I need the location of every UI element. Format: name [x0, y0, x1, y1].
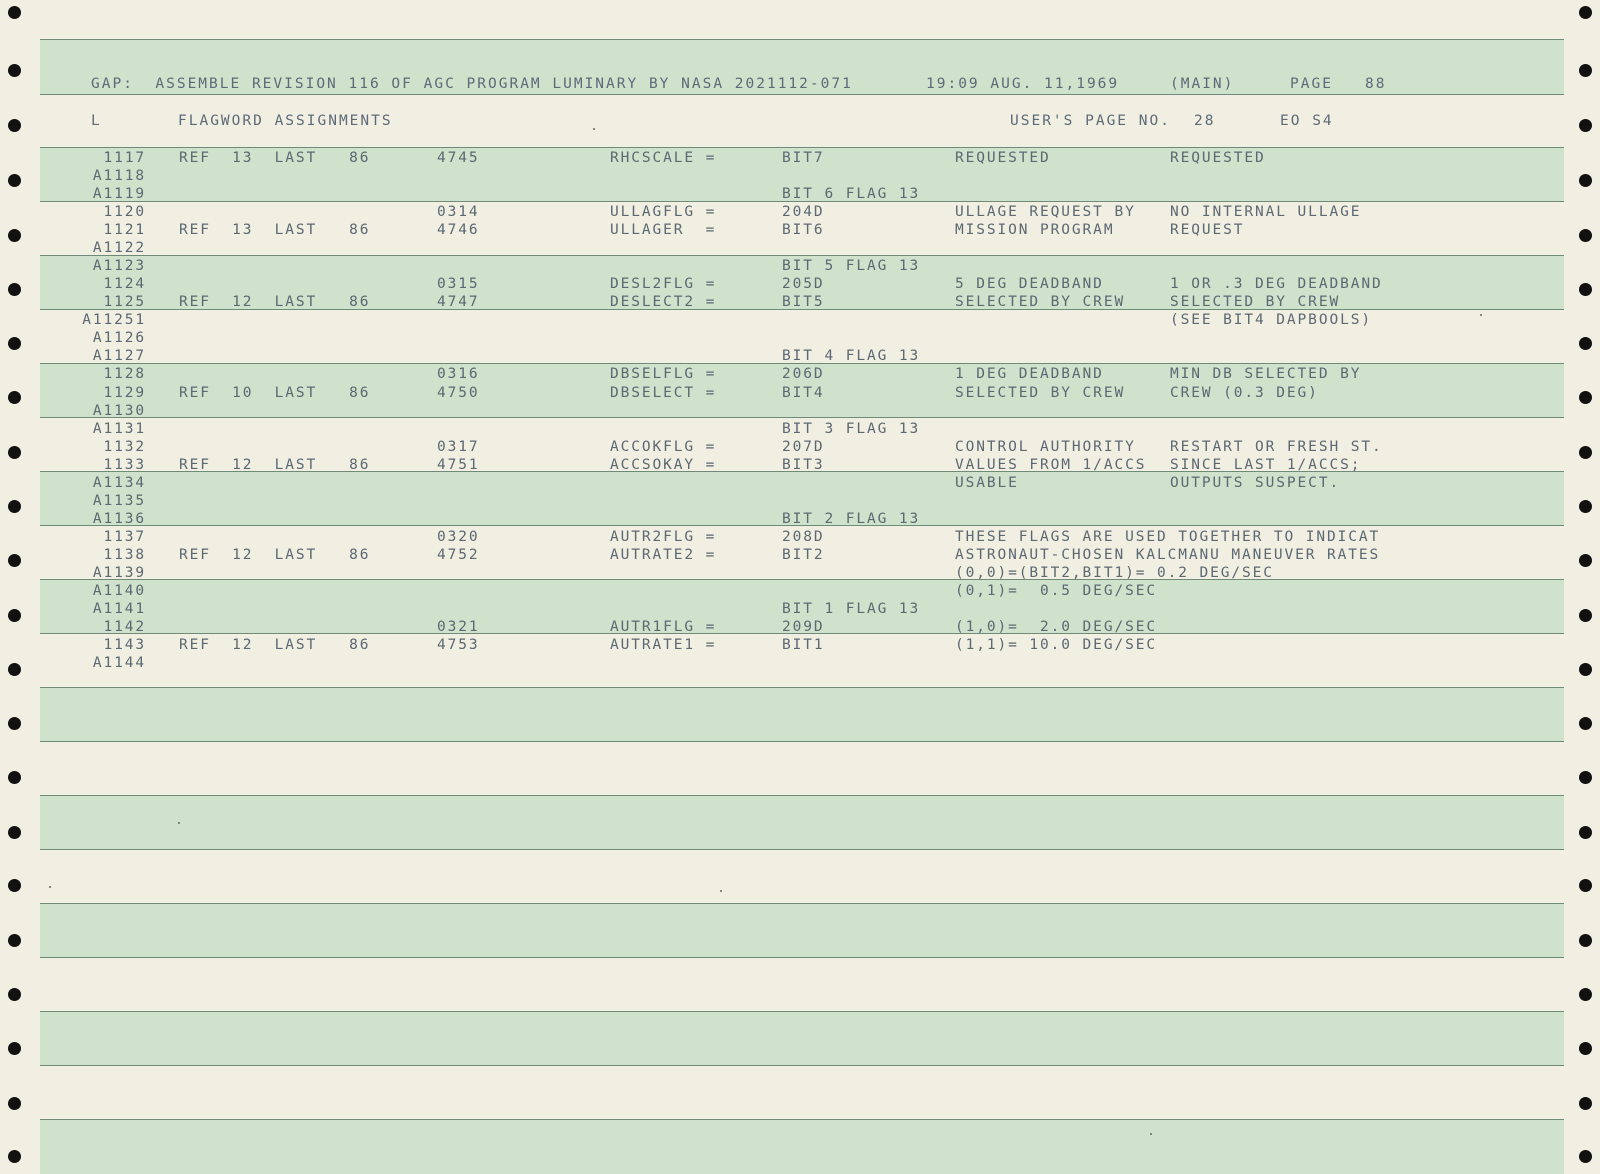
greenbar-rule — [40, 1065, 1564, 1066]
comment-2: SINCE LAST 1/ACCS; — [1170, 456, 1362, 473]
operand-value: BIT 1 FLAG 13 — [782, 601, 921, 617]
users-page-label: USER'S PAGE NO. — [1010, 113, 1171, 129]
line-number: A1140 — [92, 582, 146, 599]
tractor-hole — [8, 64, 21, 77]
greenbar-rule — [40, 147, 1564, 148]
comment-1: (0,0)=(BIT2,BIT1)= 0.2 DEG/SEC — [955, 564, 1274, 581]
symbol-label: ULLAGFLG = — [610, 204, 717, 221]
listing-line — [0, 654, 1600, 674]
tractor-hole — [1579, 771, 1592, 784]
tractor-hole — [1579, 934, 1592, 947]
tractor-hole — [8, 826, 21, 839]
comment-1: VALUES FROM 1/ACCS — [955, 456, 1147, 473]
ink-speck — [178, 822, 180, 824]
line-number: 1117 — [103, 150, 146, 166]
tractor-hole — [1579, 119, 1592, 132]
comment-1: ULLAGE REQUEST BY — [955, 204, 1136, 221]
tractor-hole — [8, 879, 21, 892]
operand-value: BIT4 — [782, 384, 825, 401]
comment-2: REQUESTED — [1170, 150, 1266, 166]
line-number: 1138 — [103, 546, 146, 563]
listing-line — [0, 167, 1600, 187]
line-number: 1128 — [103, 366, 146, 383]
symbol-label: DBSELFLG = — [610, 366, 717, 383]
line-number: A1126 — [92, 330, 146, 347]
comment-1: ASTRONAUT-CHOSEN KALCMANU MANEUVER RATES — [955, 546, 1381, 563]
operand-value: BIT7 — [782, 150, 825, 166]
symbol-label: AUTRATE2 = — [610, 546, 717, 563]
greenbar-band — [40, 1012, 1564, 1066]
ink-speck — [1480, 314, 1482, 316]
greenbar-rule — [40, 39, 1564, 40]
listing-title: GAP: ASSEMBLE REVISION 116 OF AGC PROGRAM LUMINARY BY NASA 2021112-071 — [91, 76, 853, 92]
operand-value: 207D — [782, 438, 825, 455]
listing-line — [0, 239, 1600, 259]
listing-line — [0, 564, 1600, 584]
ref-info: REF 13 LAST 86 — [179, 150, 371, 166]
ref-info: REF 12 LAST 86 — [179, 456, 371, 473]
listing-line — [0, 420, 1600, 440]
comment-2: SELECTED BY CREW — [1170, 294, 1341, 311]
listing-line — [0, 546, 1600, 566]
listing-line — [0, 492, 1600, 512]
tractor-hole — [8, 119, 21, 132]
greenbar-rule — [40, 1119, 1564, 1120]
line-number: A1131 — [92, 420, 146, 437]
address: 4747 — [437, 294, 480, 311]
line-number: A1136 — [92, 510, 146, 527]
greenbar-band — [40, 904, 1564, 958]
tractor-hole — [1579, 1042, 1592, 1055]
comment-2: 1 OR .3 DEG DEADBAND — [1170, 276, 1383, 293]
operand-value: BIT1 — [782, 637, 825, 654]
line-number: A11251 — [82, 312, 146, 329]
listing-line — [0, 402, 1600, 422]
comment-1: SELECTED BY CREW — [955, 384, 1126, 401]
operand-value: BIT5 — [782, 294, 825, 311]
line-number: A1123 — [92, 258, 146, 275]
tractor-hole — [1579, 1150, 1592, 1163]
listing-line — [0, 528, 1600, 548]
line-number: A1139 — [92, 564, 146, 581]
comment-2: MIN DB SELECTED BY — [1170, 366, 1362, 383]
tractor-hole — [1579, 717, 1592, 730]
listing-line — [0, 311, 1600, 331]
operand-value: 209D — [782, 619, 825, 636]
line-number: A1141 — [92, 601, 146, 617]
symbol-label: DESL2FLG = — [610, 276, 717, 293]
comment-1: MISSION PROGRAM — [955, 222, 1115, 239]
line-number: 1143 — [103, 637, 146, 654]
comment-2: OUTPUTS SUSPECT. — [1170, 474, 1341, 491]
operand-value: BIT2 — [782, 546, 825, 563]
line-number: A1130 — [92, 402, 146, 419]
listing-line — [0, 636, 1600, 656]
greenbar-rule — [40, 687, 1564, 688]
ink-speck — [720, 890, 722, 892]
line-number: 1132 — [103, 438, 146, 455]
comment-1: SELECTED BY CREW — [955, 294, 1126, 311]
operand-value: 208D — [782, 528, 825, 545]
listing-line — [0, 185, 1600, 205]
line-number: 1120 — [103, 204, 146, 221]
address: 0315 — [437, 276, 480, 293]
operand-value: BIT 4 FLAG 13 — [782, 348, 921, 365]
address: 0320 — [437, 528, 480, 545]
address: 4745 — [437, 150, 480, 166]
listing-line — [0, 221, 1600, 241]
listing-line — [0, 384, 1600, 404]
listing-line — [0, 257, 1600, 277]
listing-line — [0, 203, 1600, 223]
greenbar-rule — [40, 94, 1564, 95]
greenbar-rule — [40, 903, 1564, 904]
symbol-label: ACCOKFLG = — [610, 438, 717, 455]
tractor-hole — [8, 771, 21, 784]
tractor-hole — [8, 988, 21, 1001]
line-number: 1137 — [103, 528, 146, 545]
listing-line — [0, 149, 1600, 169]
tractor-hole — [1579, 826, 1592, 839]
page-label: PAGE — [1290, 76, 1333, 92]
address: 4752 — [437, 546, 480, 563]
line-number: 1129 — [103, 384, 146, 401]
comment-1: 1 DEG DEADBAND — [955, 366, 1104, 383]
ink-speck — [1150, 1133, 1152, 1135]
comment-1: (1,0)= 2.0 DEG/SEC — [955, 619, 1157, 636]
greenbar-rule — [40, 957, 1564, 958]
listing-line — [0, 582, 1600, 602]
greenbar-rule — [40, 849, 1564, 850]
eo-code: EO S4 — [1280, 113, 1334, 129]
tractor-hole — [1579, 879, 1592, 892]
comment-1: 5 DEG DEADBAND — [955, 276, 1104, 293]
operand-value: BIT3 — [782, 456, 825, 473]
listing-line — [0, 365, 1600, 385]
page-topic: FLAGWORD ASSIGNMENTS — [178, 113, 393, 129]
operand-value: BIT 5 FLAG 13 — [782, 258, 921, 275]
operand-value: BIT 6 FLAG 13 — [782, 186, 921, 203]
comment-1: REQUESTED — [955, 150, 1051, 166]
listing-line — [0, 329, 1600, 349]
comment-1: (1,1)= 10.0 DEG/SEC — [955, 637, 1157, 654]
greenbar-rule — [40, 795, 1564, 796]
users-page-number: 28 — [1194, 113, 1216, 129]
operand-value: 204D — [782, 204, 825, 221]
address: 4750 — [437, 384, 480, 401]
listing-line — [0, 347, 1600, 367]
greenbar-band — [40, 796, 1564, 850]
address: 0321 — [437, 619, 480, 636]
operand-value: BIT 3 FLAG 13 — [782, 420, 921, 437]
line-number: 1142 — [103, 619, 146, 636]
symbol-label: RHCSCALE = — [610, 150, 717, 166]
ink-speck — [593, 128, 595, 130]
tractor-hole — [1579, 988, 1592, 1001]
comment-2: REQUEST — [1170, 222, 1245, 239]
ink-speck — [49, 886, 51, 888]
line-number: 1121 — [103, 222, 146, 239]
ref-info: REF 12 LAST 86 — [179, 637, 371, 654]
operand-value: 206D — [782, 366, 825, 383]
comment-2: NO INTERNAL ULLAGE — [1170, 204, 1362, 221]
line-number: 1133 — [103, 456, 146, 473]
comment-1: USABLE — [955, 474, 1019, 491]
listing-line — [0, 275, 1600, 295]
tractor-hole — [8, 6, 21, 19]
line-number: A1119 — [92, 186, 146, 203]
comment-2: (SEE BIT4 DAPBOOLS) — [1170, 312, 1372, 329]
operand-value: BIT 2 FLAG 13 — [782, 510, 921, 527]
listing-line — [0, 474, 1600, 494]
symbol-label: ACCSOKAY = — [610, 456, 717, 473]
comment-2: CREW (0.3 DEG) — [1170, 384, 1319, 401]
greenbar-band — [40, 688, 1564, 742]
tractor-hole — [1579, 64, 1592, 77]
listing-line — [0, 456, 1600, 476]
listing-section: (MAIN) — [1170, 76, 1235, 92]
listing-line — [0, 600, 1600, 620]
operand-value: 205D — [782, 276, 825, 293]
tractor-hole — [8, 717, 21, 730]
listing-timestamp: 19:09 AUG. 11,1969 — [926, 76, 1120, 92]
listing-line — [0, 293, 1600, 313]
type-code: L — [91, 113, 102, 129]
ref-info: REF 10 LAST 86 — [179, 384, 371, 401]
greenbar-band — [40, 1120, 1564, 1174]
symbol-label: AUTR1FLG = — [610, 619, 717, 636]
line-number: A1118 — [92, 168, 146, 185]
line-number: 1124 — [103, 276, 146, 293]
tractor-hole — [1579, 1097, 1592, 1110]
line-number: A1127 — [92, 348, 146, 365]
greenbar-rule — [40, 741, 1564, 742]
tractor-hole — [8, 1150, 21, 1163]
symbol-label: AUTRATE1 = — [610, 637, 717, 654]
ref-info: REF 13 LAST 86 — [179, 222, 371, 239]
line-number: A1135 — [92, 492, 146, 509]
symbol-label: DESLECT2 = — [610, 294, 717, 311]
address: 4753 — [437, 637, 480, 654]
operand-value: BIT6 — [782, 222, 825, 239]
greenbar-rule — [40, 1011, 1564, 1012]
listing-line — [0, 438, 1600, 458]
ref-info: REF 12 LAST 86 — [179, 546, 371, 563]
comment-2: RESTART OR FRESH ST. — [1170, 438, 1383, 455]
line-number: A1144 — [92, 655, 146, 672]
comment-1: THESE FLAGS ARE USED TOGETHER TO INDICAT — [955, 528, 1381, 545]
tractor-hole — [8, 934, 21, 947]
address: 4751 — [437, 456, 480, 473]
line-number: 1125 — [103, 294, 146, 311]
tractor-hole — [1579, 6, 1592, 19]
listing-line — [0, 618, 1600, 638]
address: 4746 — [437, 222, 480, 239]
ref-info: REF 12 LAST 86 — [179, 294, 371, 311]
symbol-label: ULLAGER = — [610, 222, 717, 239]
line-number: A1134 — [92, 474, 146, 491]
line-number: A1122 — [92, 240, 146, 257]
page-number: 88 — [1365, 76, 1387, 92]
address: 0316 — [437, 366, 480, 383]
address: 0314 — [437, 204, 480, 221]
tractor-hole — [8, 1097, 21, 1110]
symbol-label: AUTR2FLG = — [610, 528, 717, 545]
comment-1: (0,1)= 0.5 DEG/SEC — [955, 582, 1157, 599]
listing-line — [0, 510, 1600, 530]
symbol-label: DBSELECT = — [610, 384, 717, 401]
comment-1: CONTROL AUTHORITY — [955, 438, 1136, 455]
tractor-hole — [8, 1042, 21, 1055]
address: 0317 — [437, 438, 480, 455]
